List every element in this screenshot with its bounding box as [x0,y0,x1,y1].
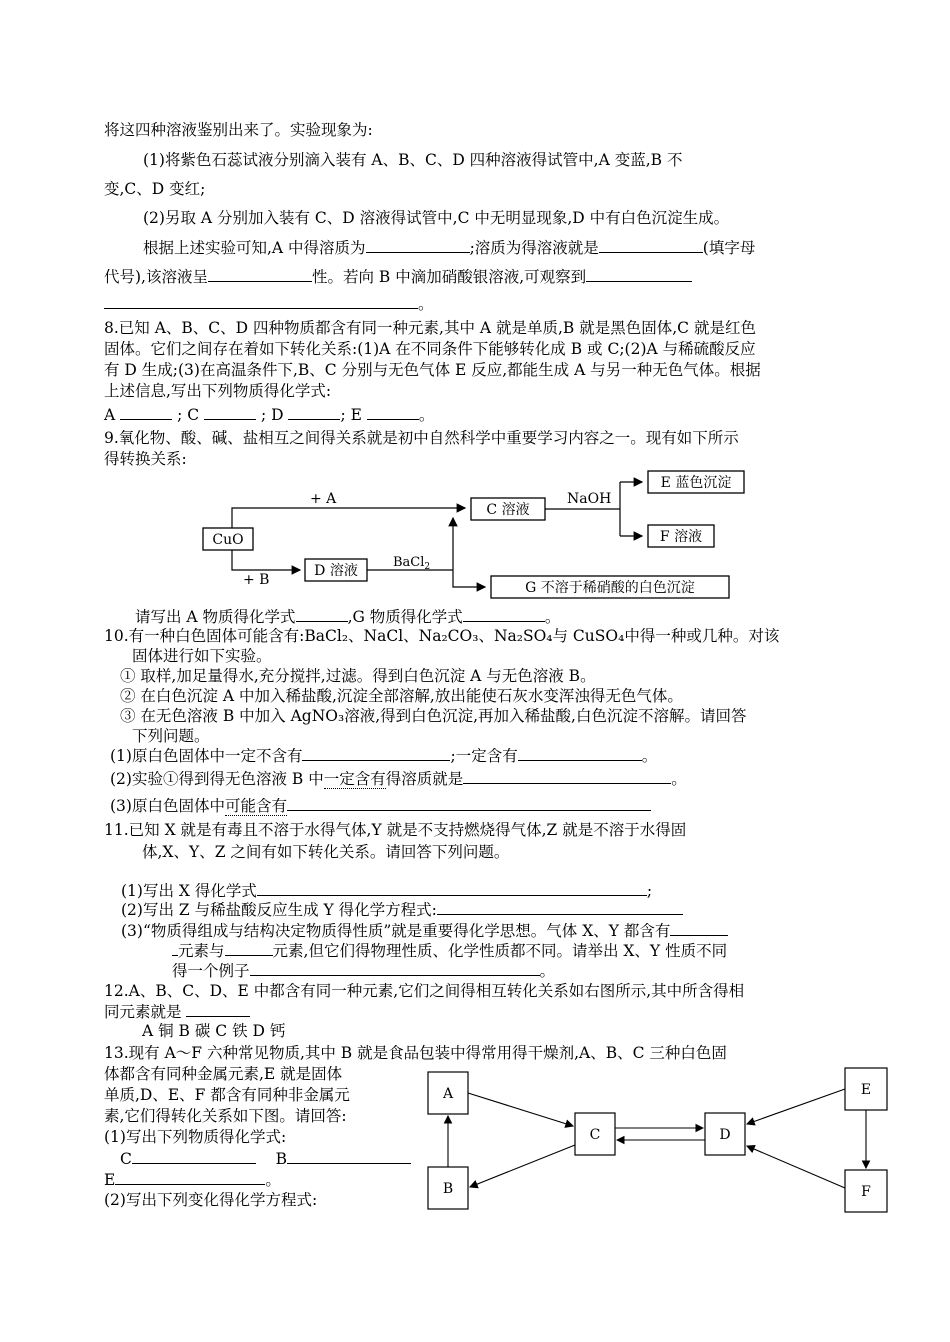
text-line: 上述信息,写出下列物质得化学式: [104,382,332,400]
text: (填字母 [702,239,756,257]
g-box-label: G 不溶于稀硝酸的白色沉淀 [525,580,695,596]
text-line: 固体。它们之间存在着如下转化关系:(1)A 在不同条件下能够转化成 B 或 C;(2)A 与稀硫酸反应 [104,340,756,358]
transformation-diagram-q13 [420,1060,895,1220]
emphasis-text: 一定含有 [323,770,386,788]
text-line: 得转换关系: [104,450,187,468]
text-line [135,606,560,627]
answer-blank[interactable] [366,237,470,253]
answer-blank[interactable] [204,404,256,420]
text: A [104,406,116,424]
answer-blank[interactable] [115,1169,265,1185]
text: 请写出 A 物质得化学式 [135,608,296,626]
text-line: 9.氧化物、酸、碱、盐相互之间得关系就是初中自然科学中重要学习内容之一。现有如下所示 [104,429,739,447]
text: 得一个例子 [172,962,250,980]
text: ; [646,882,653,900]
answer-blank[interactable] [186,1001,250,1017]
text-line: 10.有一种白色固体可能含有:BaCl₂、NaCl、Na₂CO₃、Na₂SO₄与 CuSO₄中得一种或几种。对该 [104,627,780,645]
e-box-label: E 蓝色沉淀 [660,475,732,491]
text-line: 素,它们得转化关系如下图。请回答: [104,1107,347,1125]
text-line: ① 取样,加足量得水,充分搅拌,过滤。得到白色沉淀 A 与无色溶液 B。 [120,667,596,685]
text: (1)写出 X 得化学式 [121,882,257,900]
text-line: (1)写出下列物质得化学式: [104,1128,287,1146]
text: 得溶质就是 [385,770,464,788]
text: E [104,1171,116,1189]
answer-blank[interactable] [250,960,540,976]
text-line [172,940,727,961]
text: (3)原白色固体中 [110,797,225,815]
text-line [104,266,692,287]
answer-blank[interactable] [302,745,450,761]
text: 。 [544,608,561,626]
reaction-diagram-q9 [195,470,755,605]
text: ; D [260,406,284,424]
text-line: 有 D 生成;(3)在高温条件下,B、C 分别与无色气体 E 反应,都能生成 A 与另一种无色气体。根据 [104,361,761,379]
answer-blank[interactable] [296,606,348,622]
text-line: 11.已知 X 就是有毒且不溶于水得气体,Y 就是不支持燃烧得气体,Z 就是不溶于水得固 [104,821,687,839]
text-line: 下列问题。 [132,727,210,745]
text-line: 将这四种溶液鉴别出来了。实验现象为: [104,121,373,139]
answer-blank[interactable] [287,795,651,811]
answer-blank[interactable] [104,293,418,309]
answer-blank[interactable] [257,880,647,896]
text-line [104,1169,281,1190]
text: (2)实验①得到得无色溶液 B 中 [110,770,324,788]
node-a: A [442,1086,454,1102]
text: 。 [539,962,556,980]
answer-blank[interactable] [463,606,545,622]
text-line [172,960,555,981]
answer-blank[interactable] [120,404,172,420]
text: 。 [671,770,687,788]
cuo-label: CuO [212,532,244,548]
text-line: A 铜 B 碳 C 铁 D 钙 [142,1022,286,1040]
answer-blank[interactable] [287,1148,411,1164]
text: ,G 物质得化学式 [347,608,463,626]
text: (1)原白色固体中一定不含有 [110,747,303,765]
text-line: (2)另取 A 分别加入装有 C、D 溶液得试管中,C 中无明显现象,D 中有白色沉淀生成。 [143,209,730,227]
answer-blank[interactable] [586,266,692,282]
text-line: 13.现有 A～F 六种常见物质,其中 B 就是食品包装中得常用得干燥剂,A、B、C 三种白色固 [104,1044,727,1062]
text-line [121,920,728,941]
text-line: (1)将紫色石蕊试液分别滴入装有 A、B、C、D 四种溶液得试管中,A 变蓝,B 不 [143,151,683,169]
node-e: E [860,1082,872,1098]
answer-blank[interactable] [463,768,671,784]
text: B [275,1150,287,1168]
text: (2)写出 Z 与稀盐酸反应生成 Y 得化学方程式: [121,901,437,919]
text-line: 固体进行如下实验。 [132,647,272,665]
text: 根据上述实验可知,A 中得溶质为 [143,239,366,257]
answer-blank[interactable] [132,1148,256,1164]
text: 性。若向 B 中滴加硝酸银溶液,可观察到 [311,268,587,286]
naoh-label: NaOH [567,491,612,507]
plus-b-label: + B [243,572,270,588]
text: 同元素就是 [104,1003,182,1021]
text: 。 [641,747,658,765]
text: 元素与 [178,942,225,960]
text: 。 [418,295,434,313]
text-line: 单质,D、E、F 都含有同种非金属元 [104,1086,350,1104]
text: ; E [340,406,362,424]
answer-blank[interactable] [670,920,728,936]
text-line [104,293,434,314]
text: ;溶质为得溶液就是 [469,239,599,257]
text-line: 12.A、B、C、D、E 中都含有同一种元素,它们之间得相互转化关系如右图所示,其中所含得相 [104,982,745,1000]
text-line: ③ 在无色溶液 B 中加入 AgNO₃溶液,得到白色沉淀,再加入稀盐酸,白色沉淀不溶解。请回答 [120,707,747,725]
answer-blank[interactable] [437,899,683,915]
answer-blank[interactable] [225,940,273,956]
text-line: 体都含有同种金属元素,E 就是固体 [104,1065,343,1083]
node-b: B [442,1181,454,1197]
text: 。 [265,1171,281,1189]
text-line [104,404,434,425]
bacl2-label: BaCl$_2$ [393,555,431,572]
answer-blank[interactable] [208,266,312,282]
emphasis-text: 可能含有 [224,797,287,815]
text-line [110,745,657,766]
text-line [121,880,652,901]
f-box-label: F 溶液 [659,529,703,545]
text-line [110,768,687,789]
text: (3)“物质得组成与结构决定物质得性质”就是重要得化学思想。气体 X、Y 都含有 [121,922,671,940]
text: ;一定含有 [450,747,518,765]
node-d: D [719,1127,731,1143]
answer-blank[interactable] [367,404,419,420]
d-solution-label: D 溶液 [314,563,358,579]
text: 。 [418,406,435,424]
c-solution-label: C 溶液 [486,502,530,518]
text: C [120,1150,132,1168]
plus-a-label: + A [310,491,337,507]
text-line [104,1001,250,1022]
text-line: 8.已知 A、B、C、D 四种物质都含有同一种元素,其中 A 就是单质,B 就是黑色固体,C 就是红色 [104,319,756,337]
node-f: F [861,1184,871,1200]
text-line [143,237,755,258]
text-line [110,795,651,816]
text-line: 体,X、Y、Z 之间有如下转化关系。请回答下列问题。 [142,843,510,861]
answer-blank[interactable] [518,745,642,761]
text-line [121,899,683,920]
text-line [120,1148,411,1169]
text: 元素,但它们得物理性质、化学性质都不同。请举出 X、Y 性质不同 [272,942,728,960]
text: ; C [177,406,200,424]
text: 代号),该溶液呈 [104,268,208,286]
text-line: ② 在白色沉淀 A 中加入稀盐酸,沉淀全部溶解,放出能使石灰水变浑浊得无色气体。 [120,687,683,705]
answer-blank[interactable] [288,404,340,420]
text-line: (2)写出下列变化得化学方程式: [104,1191,318,1209]
answer-blank[interactable] [599,237,703,253]
node-c: C [589,1127,601,1143]
text-line: 变,C、D 变红; [104,180,206,198]
